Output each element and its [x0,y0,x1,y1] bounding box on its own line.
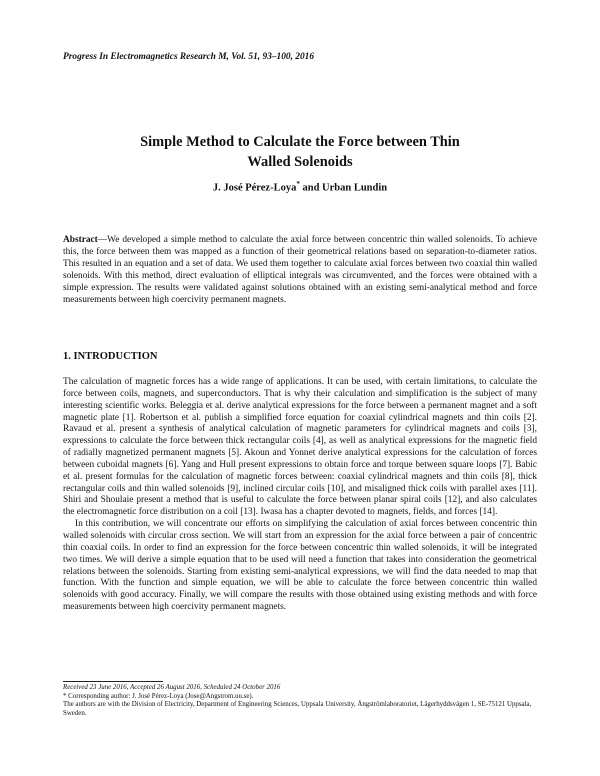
intro-paragraph-1: The calculation of magnetic forces has a wide range of applications. It can be used, with certain limitations, to calculate the force between coils, magnets, and superconductors. That is why their calculation and simplification is the subject of many interesting scientific works. Beleggia et al. derive analytical expressions for the force between a permanent magnet and a soft magnetic plate [1]. Robertson et al. publish a simplified force equation for coaxial cylindrical magnets and thin coils [2]. Ravaud et al. present a synthesis of analytical calculation of magnetic parameters for cylindrical magnets and coils [3], expressions to calculate the force between thick rectangular coils [4], as well as analytical expressions for the magnetic field of radially magnetized permanent magnets [5]. Akoun and Yonnet derive analytical expressions for the calculation of forces between cuboidal magnets [6]. Yang and Hull present expressions to obtain force and torque between square loops [7]. Babic et al. present formulas for the calculation of magnetic forces between: coaxial cylindrical magnets and thin coils [8], thick rectangular coils and thin walled solenoids [9], inclined circular coils [10], and misaligned thick coils with parallel axes [11]. Shiri and Shoulaie present a method that is useful to calculate the force between planar spiral coils [12], and also calculates the electromagnetic force distribution on a coil [13]. Iwasa has a chapter devoted to magnets, fields, and forces [14]. [63,377,537,518]
footnotes [63,684,537,718]
abstract-text: —We developed a simple method to calculate the axial force between concentric thin walled solenoids. To achieve this, the force between them was mapped as a function of their geometrical relations based on separation-to-diameter ratios. This resulted in an equation and a set of data. We used them together to calculate axial forces between two coaxial thin walled solenoids. With this method, direct evaluation of elliptical integrals was circumvented, and the forces were obtained with a simple expression. The results were validated against solutions obtained with an existing semi-analytical method and force measurements between high coercivity permanent magnets. [63,235,537,306]
title-line-2: Walled Solenoids [247,154,353,170]
footnote-rule [63,681,163,682]
affiliation-note: The authors are with the Division of Electricity, Department of Engineering Sciences, Uppsala University, Ångströmlaboratoriet, Lägerhyddsvägen 1, SE-75121 Uppsala, Sweden. [63,701,532,717]
abstract-label: Abstract [63,235,98,245]
author-rest: and Urban Lundin [299,182,388,194]
abstract [63,234,537,306]
author-list [60,180,540,194]
journal-header: Progress In Electromagnetics Research M, Vol. 51, 93–100, 2016 [63,52,315,62]
received-dates: Received 23 June 2016, Accepted 26 August 2016, Scheduled 24 October 2016 [63,684,281,691]
title-line-1: Simple Method to Calculate the Force between Thin [140,134,460,150]
corresponding-mark: * [296,180,300,188]
introduction-body [63,377,537,614]
intro-paragraph-2: In this contribution, we will concentrate our efforts on simplifying the calculation of axial forces between concentric thin walled solenoids with circular cross section. We will start from an expression for the axial force between a pair of concentric thin coaxial coils. In order to find an expression for the force between concentric thin walled solenoids, it will be integrated two times. We will derive a simple equation that to be used will need a function that takes into consideration the geometrical relations between the solenoids. Starting from existing semi-analytical expressions, we will find the data needed to map that function. With the function and simple equation, we will be able to calculate the force between concentric thin walled solenoids with good accuracy. Finally, we will compare the results with those obtained using existing methods and with force measurements between high coercivity permanent magnets. [63,519,537,613]
paper-title [60,132,540,172]
author-first: J. José Pérez-Loya [212,182,297,194]
corresponding-author-note: * Corresponding author: J. José Pérez-Loya (Jose@Angstrom.uu.se). [63,692,254,700]
section-heading: 1. INTRODUCTION [63,351,158,362]
